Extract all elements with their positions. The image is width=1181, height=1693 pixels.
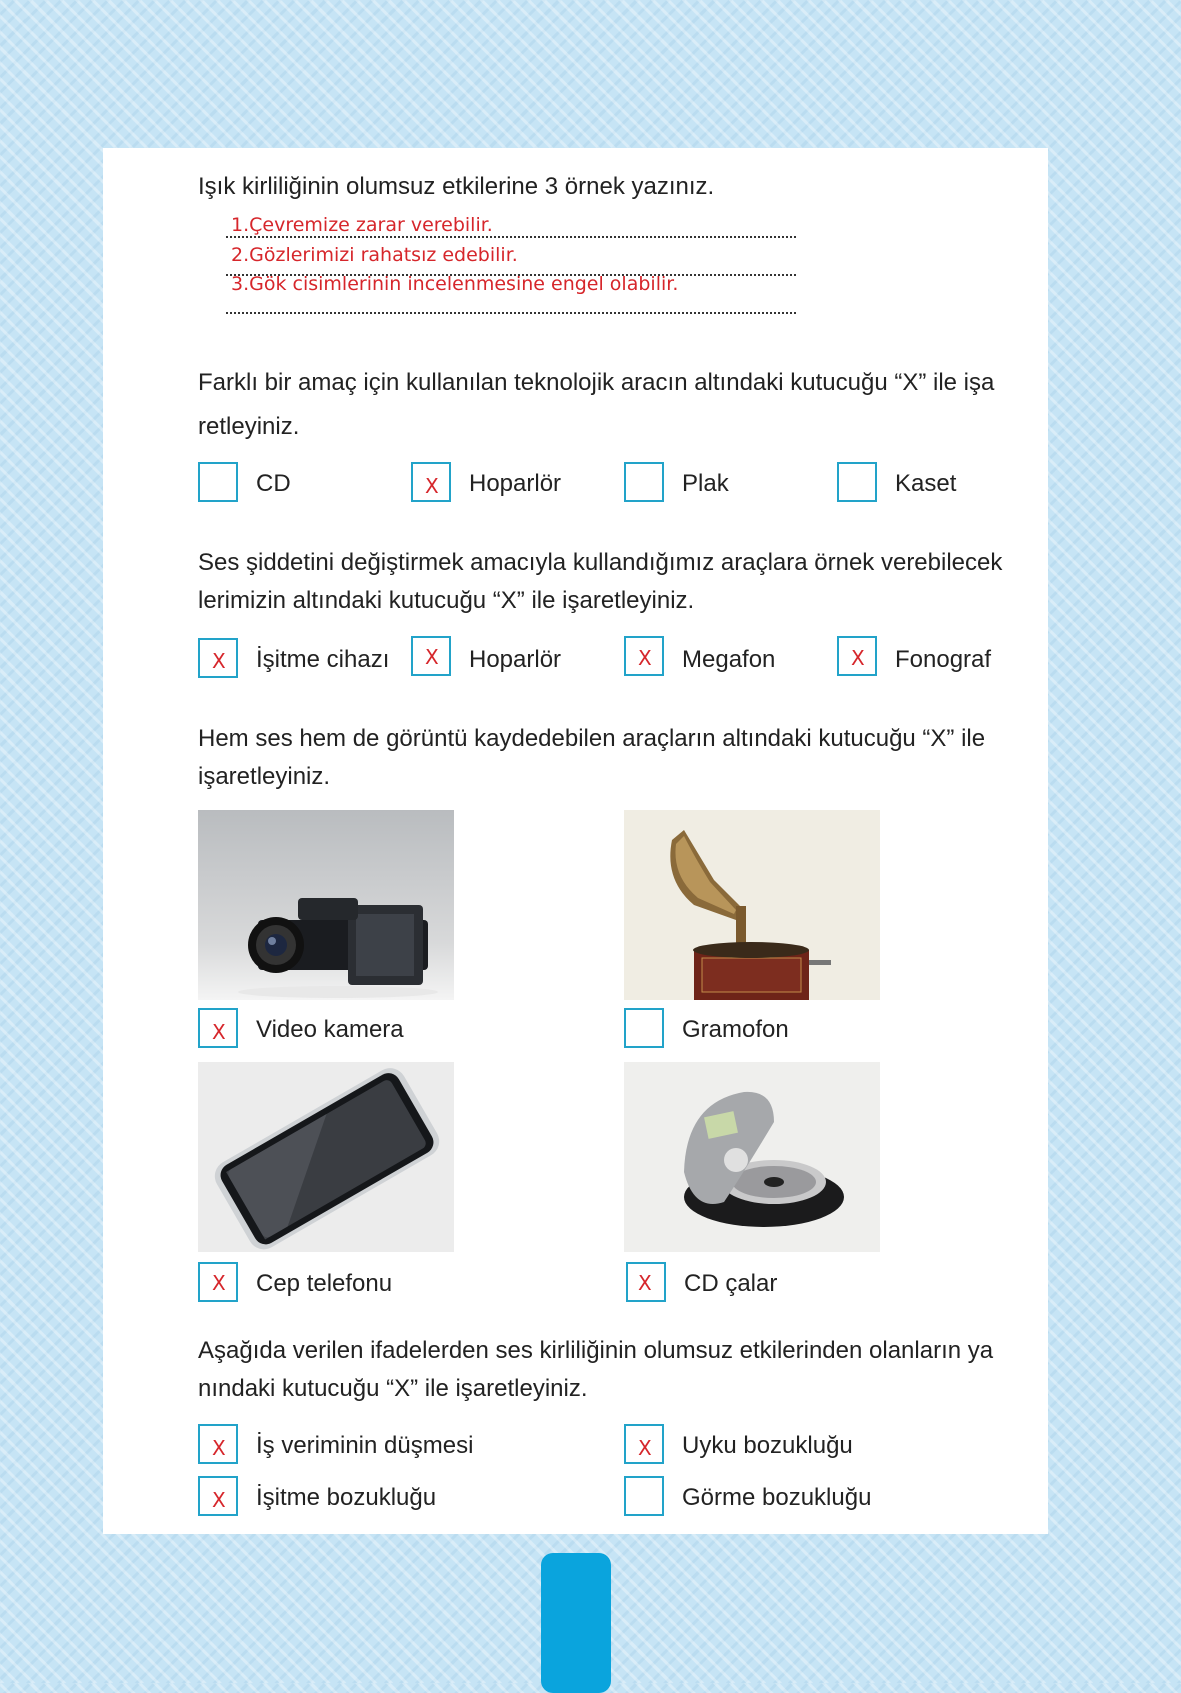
option-label-isitme-cihazi: İşitme cihazı [256, 646, 390, 673]
x-mark: X [212, 1020, 226, 1044]
gramophone-photo [624, 810, 880, 1000]
checkbox-plak[interactable] [624, 462, 664, 502]
checkbox-gramofon[interactable] [624, 1008, 664, 1048]
checkbox-fonograf[interactable] [837, 636, 877, 676]
option-label-megafon: Megafon [682, 646, 776, 673]
option-label-is-veriminin-dusmesi: İş veriminin düşmesi [256, 1432, 474, 1459]
q1-answer-1: 1.Çevremize zarar verebilir. [231, 214, 493, 236]
q1-prompt: Işık kirliliğinin olumsuz etkilerine 3 örnek yazınız. [198, 173, 715, 200]
q2-prompt-line2: retleyiniz. [198, 413, 300, 440]
checkbox-hoparlor[interactable] [411, 462, 451, 502]
checkbox-megafon[interactable] [624, 636, 664, 676]
q4-prompt-line1: Hem ses hem de görüntü kaydedebilen araçların altındaki kutucuğu “X” ile [198, 725, 986, 752]
option-label-isitme-bozuklugu: İşitme bozukluğu [256, 1484, 437, 1511]
checkbox-cd-calar[interactable] [626, 1262, 666, 1302]
q1-answer-2: 2.Gözlerimizi rahatsız edebilir. [231, 244, 518, 266]
q4-prompt-line2: işaretleyiniz. [198, 763, 331, 790]
checkbox-video-kamera[interactable] [198, 1008, 238, 1048]
page-number-tab [541, 1553, 611, 1693]
checkbox-cep-telefonu[interactable] [198, 1262, 238, 1302]
q3-prompt-line1: Ses şiddetini değiştirmek amacıyla kullandığımız araçlara örnek verebilecek [198, 549, 1003, 576]
checkbox-hoparlor-2[interactable] [411, 636, 451, 676]
answer-line [226, 312, 796, 314]
checkbox-isitme-bozuklugu[interactable] [198, 1476, 238, 1516]
option-label-cd: CD [256, 470, 291, 497]
x-mark: X [638, 646, 652, 670]
checkbox-isitme-cihazi[interactable] [198, 638, 238, 678]
cd-player-photo [624, 1062, 880, 1252]
mobile-phone-photo [198, 1062, 454, 1252]
item-label-cd-calar: CD çalar [684, 1270, 778, 1297]
option-label-kaset: Kaset [895, 470, 957, 497]
worksheet-page [103, 148, 1048, 1534]
option-label-hoparlor: Hoparlör [469, 470, 562, 497]
option-label-uyku-bozuklugu: Uyku bozukluğu [682, 1432, 853, 1459]
x-mark: X [212, 1271, 226, 1295]
video-camera-photo [198, 810, 454, 1000]
x-mark: X [212, 1488, 226, 1512]
checkbox-uyku-bozuklugu[interactable] [624, 1424, 664, 1464]
q2-prompt-line1: Farklı bir amaç için kullanılan teknolojik aracın altındaki kutucuğu “X” ile işa [198, 369, 995, 396]
option-label-plak: Plak [682, 470, 729, 497]
x-mark: X [638, 1436, 652, 1460]
q5-prompt-line1: Aşağıda verilen ifadelerden ses kirliliğinin olumsuz etkilerinden olanların ya [198, 1337, 994, 1364]
option-label-gorme-bozuklugu: Görme bozukluğu [682, 1484, 872, 1511]
q5-prompt-line2: nındaki kutucuğu “X” ile işaretleyiniz. [198, 1375, 588, 1402]
x-mark: X [425, 474, 439, 498]
x-mark: X [425, 645, 439, 669]
option-label-hoparlor-2: Hoparlör [469, 646, 562, 673]
option-label-fonograf: Fonograf [895, 646, 992, 673]
item-label-video-kamera: Video kamera [256, 1016, 404, 1043]
item-label-gramofon: Gramofon [682, 1016, 789, 1043]
x-mark: X [212, 1436, 226, 1460]
x-mark: X [851, 646, 865, 670]
x-mark: X [212, 649, 226, 673]
x-mark: X [638, 1271, 652, 1295]
checkbox-cd[interactable] [198, 462, 238, 502]
answer-line [226, 236, 796, 238]
item-label-cep-telefonu: Cep telefonu [256, 1270, 393, 1297]
checkbox-is-veriminin-dusmesi[interactable] [198, 1424, 238, 1464]
checkbox-kaset[interactable] [837, 462, 877, 502]
checkbox-gorme-bozuklugu[interactable] [624, 1476, 664, 1516]
q1-answer-3: 3.Gök cisimlerinin incelenmesine engel olabilir. [231, 273, 679, 295]
q3-prompt-line2: lerimizin altındaki kutucuğu “X” ile işaretleyiniz. [198, 587, 695, 614]
